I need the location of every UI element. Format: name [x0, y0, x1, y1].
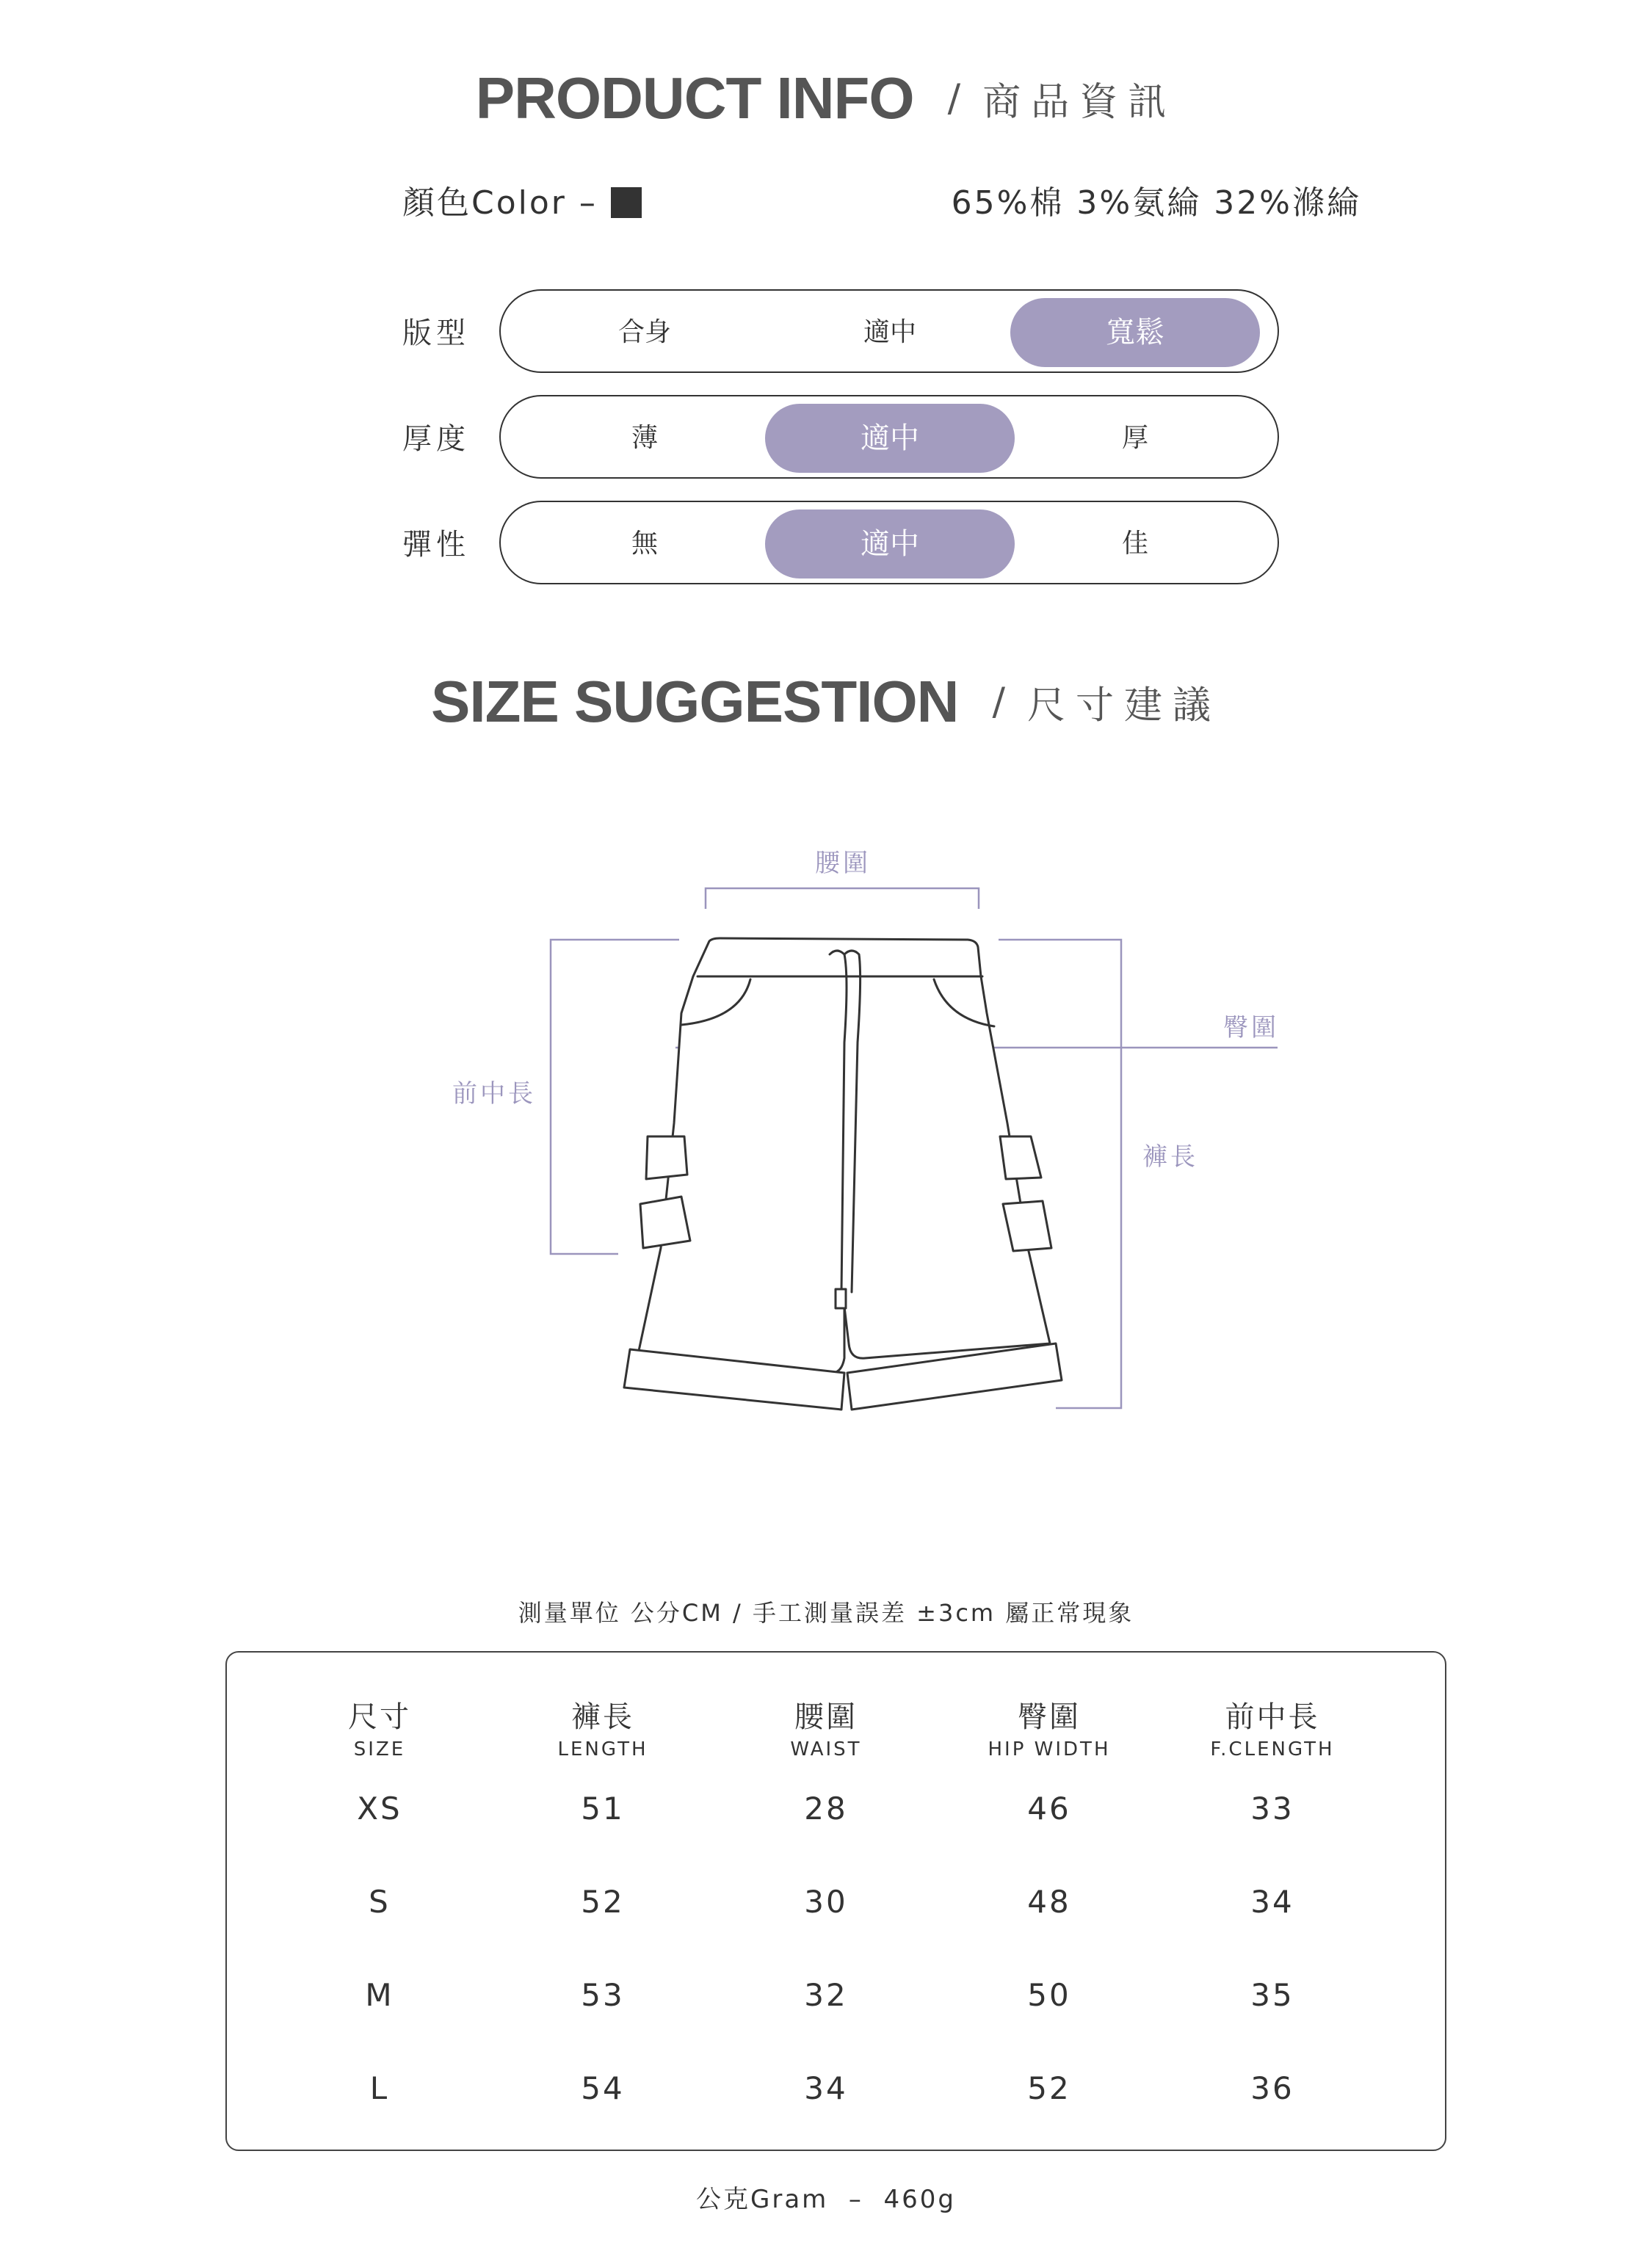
rating-label: 厚度 — [402, 422, 470, 456]
table-header — [493, 1694, 713, 1760]
header-en: WAIST — [790, 1738, 862, 1760]
rating-option: 佳 — [1121, 529, 1148, 559]
left-cargo-flap-lower — [640, 1197, 690, 1248]
rating-option: 無 — [631, 529, 658, 559]
rating-option: 適中 — [765, 404, 1015, 473]
table-cell-front-rise: 35 — [1250, 1977, 1294, 2013]
table-cell-length: 51 — [581, 1791, 625, 1827]
front-rise-label: 前中長 — [452, 1079, 536, 1109]
header-en: HIP WIDTH — [988, 1738, 1111, 1760]
rating-option: 寬鬆 — [1010, 298, 1260, 367]
table-cell-waist: 28 — [804, 1791, 848, 1827]
header-zh: 尺寸 — [348, 1700, 411, 1734]
hip-label: 臀圍 — [1223, 1013, 1279, 1042]
table-cell-length: 52 — [581, 1884, 625, 1920]
header-zh: 褲長 — [571, 1700, 634, 1734]
table-cell-hip: 52 — [1027, 2070, 1071, 2106]
right-cargo-flap-upper — [1000, 1136, 1041, 1179]
table-cell-size: L — [369, 2070, 390, 2106]
table-cell-front-rise: 33 — [1250, 1791, 1294, 1827]
product-info-title-en: PRODUCT INFO — [475, 65, 914, 131]
size-suggestion-title-en: SIZE SUGGESTION — [431, 669, 959, 734]
table-cell-hip: 46 — [1027, 1791, 1071, 1827]
header-en: LENGTH — [557, 1738, 648, 1760]
table-header — [269, 1694, 490, 1760]
rating-label: 彈性 — [402, 528, 470, 562]
header-zh: 前中長 — [1225, 1700, 1320, 1734]
rating-option: 合身 — [617, 317, 671, 347]
table-cell-size: XS — [357, 1791, 402, 1827]
rating-option: 適中 — [863, 317, 916, 347]
rating-option: 適中 — [765, 509, 1015, 578]
shorts-illustration — [624, 938, 1062, 1410]
size-suggestion-title-zh: 尺寸建議 — [1026, 683, 1221, 728]
product-weight: 公克Gram – 460g — [696, 2185, 956, 2214]
table-cell-front-rise: 34 — [1250, 1884, 1294, 1920]
table-cell-hip: 50 — [1027, 1977, 1071, 2013]
table-cell-waist: 30 — [804, 1884, 848, 1920]
left-cargo-flap-upper — [646, 1136, 687, 1179]
header-en: F.CLENGTH — [1210, 1738, 1335, 1760]
table-header — [716, 1694, 936, 1760]
product-info-title-zh: 商品資訊 — [982, 80, 1177, 125]
color-label: 顏色Color – — [402, 184, 598, 222]
heading-separator: / — [992, 680, 1005, 724]
table-cell-length: 54 — [581, 2070, 625, 2106]
material-composition: 65%棉 3%氨綸 32%滌綸 — [951, 184, 1361, 222]
table-cell-waist: 32 — [804, 1977, 848, 2013]
table-cell-waist: 34 — [804, 2070, 848, 2106]
length-label: 褲長 — [1142, 1142, 1198, 1172]
table-cell-hip: 48 — [1027, 1884, 1071, 1920]
header-en: SIZE — [353, 1738, 406, 1760]
drawstring-tip — [836, 1289, 846, 1308]
rating-option: 厚 — [1121, 423, 1148, 453]
header-zh: 腰圍 — [794, 1700, 858, 1734]
header-zh: 臀圍 — [1018, 1700, 1081, 1734]
table-cell-length: 53 — [581, 1977, 625, 2013]
rating-option: 薄 — [631, 423, 658, 453]
table-header — [1162, 1694, 1383, 1760]
measurement-note: 測量單位 公分CM / 手工測量誤差 ±3cm 屬正常現象 — [518, 1599, 1134, 1627]
table-cell-front-rise: 36 — [1250, 2070, 1294, 2106]
table-header — [939, 1694, 1159, 1760]
heading-separator: / — [947, 76, 961, 120]
waist-label: 腰圍 — [815, 849, 871, 878]
size-table — [225, 1651, 1446, 2151]
waist-guide-line — [706, 888, 979, 909]
rating-label: 版型 — [402, 316, 470, 350]
table-cell-size: M — [365, 1977, 394, 2013]
table-cell-size: S — [369, 1884, 391, 1920]
